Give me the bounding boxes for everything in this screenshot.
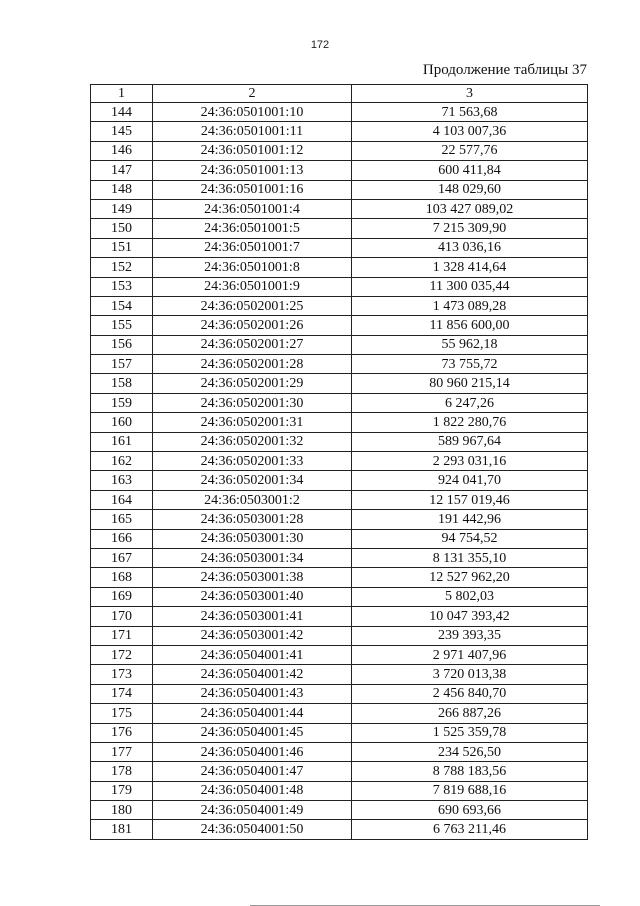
value-cell: 2 293 031,16 xyxy=(352,452,588,471)
row-number-cell: 169 xyxy=(91,587,153,606)
cadastral-number-cell: 24:36:0501001:16 xyxy=(153,180,352,199)
table-row xyxy=(91,452,588,471)
table-row xyxy=(91,161,588,180)
value-cell: 12 157 019,46 xyxy=(352,490,588,509)
value-cell: 2 456 840,70 xyxy=(352,684,588,703)
value-cell: 6 247,26 xyxy=(352,393,588,412)
row-number-cell: 177 xyxy=(91,742,153,761)
cadastral-number-cell: 24:36:0502001:25 xyxy=(153,296,352,315)
table-row xyxy=(91,801,588,820)
row-number-cell: 174 xyxy=(91,684,153,703)
row-number-cell: 162 xyxy=(91,452,153,471)
cadastral-number-cell: 24:36:0501001:9 xyxy=(153,277,352,296)
value-cell: 690 693,66 xyxy=(352,801,588,820)
table-row xyxy=(91,471,588,490)
row-number-cell: 170 xyxy=(91,607,153,626)
row-number-cell: 152 xyxy=(91,258,153,277)
page-number: 172 xyxy=(310,39,330,51)
row-number-cell: 171 xyxy=(91,626,153,645)
table-row xyxy=(91,723,588,742)
row-number-cell: 166 xyxy=(91,529,153,548)
row-number-cell: 145 xyxy=(91,122,153,141)
value-cell: 55 962,18 xyxy=(352,335,588,354)
cadastral-value-table xyxy=(90,84,588,840)
row-number-cell: 150 xyxy=(91,219,153,238)
table-row xyxy=(91,374,588,393)
cadastral-number-cell: 24:36:0502001:26 xyxy=(153,316,352,335)
table-header-row xyxy=(91,85,588,103)
value-cell: 11 300 035,44 xyxy=(352,277,588,296)
table-row xyxy=(91,645,588,664)
cadastral-number-cell: 24:36:0504001:49 xyxy=(153,801,352,820)
table-row xyxy=(91,548,588,567)
value-cell: 191 442,96 xyxy=(352,510,588,529)
value-cell: 12 527 962,20 xyxy=(352,568,588,587)
cadastral-number-cell: 24:36:0502001:30 xyxy=(153,393,352,412)
cadastral-number-cell: 24:36:0504001:46 xyxy=(153,742,352,761)
table-row xyxy=(91,355,588,374)
value-cell: 8 131 355,10 xyxy=(352,548,588,567)
cadastral-number-cell: 24:36:0503001:34 xyxy=(153,548,352,567)
table-row xyxy=(91,529,588,548)
value-cell: 1 822 280,76 xyxy=(352,413,588,432)
value-cell: 5 802,03 xyxy=(352,587,588,606)
table-row xyxy=(91,607,588,626)
column-header-value: 3 xyxy=(352,85,588,103)
cadastral-number-cell: 24:36:0501001:7 xyxy=(153,238,352,257)
value-cell: 80 960 215,14 xyxy=(352,374,588,393)
row-number-cell: 180 xyxy=(91,801,153,820)
value-cell: 148 029,60 xyxy=(352,180,588,199)
value-cell: 1 525 359,78 xyxy=(352,723,588,742)
cadastral-number-cell: 24:36:0501001:4 xyxy=(153,199,352,218)
table-row xyxy=(91,413,588,432)
cadastral-number-cell: 24:36:0504001:43 xyxy=(153,684,352,703)
table-row xyxy=(91,684,588,703)
value-cell: 94 754,52 xyxy=(352,529,588,548)
row-number-cell: 176 xyxy=(91,723,153,742)
table-row xyxy=(91,432,588,451)
table-row xyxy=(91,258,588,277)
column-header-number: 1 xyxy=(91,85,153,103)
value-cell: 4 103 007,36 xyxy=(352,122,588,141)
table-row xyxy=(91,510,588,529)
row-number-cell: 147 xyxy=(91,161,153,180)
row-number-cell: 163 xyxy=(91,471,153,490)
table-row xyxy=(91,122,588,141)
value-cell: 1 328 414,64 xyxy=(352,258,588,277)
row-number-cell: 161 xyxy=(91,432,153,451)
value-cell: 11 856 600,00 xyxy=(352,316,588,335)
cadastral-number-cell: 24:36:0503001:42 xyxy=(153,626,352,645)
cadastral-number-cell: 24:36:0502001:29 xyxy=(153,374,352,393)
table-row xyxy=(91,781,588,800)
table-row xyxy=(91,704,588,723)
cadastral-number-cell: 24:36:0501001:12 xyxy=(153,141,352,160)
value-cell: 234 526,50 xyxy=(352,742,588,761)
table-row xyxy=(91,219,588,238)
cadastral-number-cell: 24:36:0501001:5 xyxy=(153,219,352,238)
cadastral-number-cell: 24:36:0504001:42 xyxy=(153,665,352,684)
table-row xyxy=(91,742,588,761)
table-row xyxy=(91,393,588,412)
row-number-cell: 173 xyxy=(91,665,153,684)
cadastral-number-cell: 24:36:0501001:13 xyxy=(153,161,352,180)
value-cell: 7 215 309,90 xyxy=(352,219,588,238)
cadastral-number-cell: 24:36:0504001:41 xyxy=(153,645,352,664)
row-number-cell: 164 xyxy=(91,490,153,509)
row-number-cell: 151 xyxy=(91,238,153,257)
table-row xyxy=(91,568,588,587)
table-row xyxy=(91,296,588,315)
row-number-cell: 157 xyxy=(91,355,153,374)
table-row xyxy=(91,626,588,645)
row-number-cell: 165 xyxy=(91,510,153,529)
table-row xyxy=(91,103,588,122)
row-number-cell: 168 xyxy=(91,568,153,587)
cadastral-number-cell: 24:36:0501001:10 xyxy=(153,103,352,122)
row-number-cell: 181 xyxy=(91,820,153,839)
table-row xyxy=(91,490,588,509)
cadastral-number-cell: 24:36:0502001:28 xyxy=(153,355,352,374)
cadastral-number-cell: 24:36:0503001:2 xyxy=(153,490,352,509)
row-number-cell: 178 xyxy=(91,762,153,781)
row-number-cell: 172 xyxy=(91,645,153,664)
cadastral-number-cell: 24:36:0504001:44 xyxy=(153,704,352,723)
value-cell: 3 720 013,38 xyxy=(352,665,588,684)
value-cell: 589 967,64 xyxy=(352,432,588,451)
value-cell: 10 047 393,42 xyxy=(352,607,588,626)
value-cell: 2 971 407,96 xyxy=(352,645,588,664)
row-number-cell: 167 xyxy=(91,548,153,567)
value-cell: 6 763 211,46 xyxy=(352,820,588,839)
cadastral-number-cell: 24:36:0503001:28 xyxy=(153,510,352,529)
value-cell: 600 411,84 xyxy=(352,161,588,180)
row-number-cell: 160 xyxy=(91,413,153,432)
cadastral-number-cell: 24:36:0503001:40 xyxy=(153,587,352,606)
cadastral-number-cell: 24:36:0502001:27 xyxy=(153,335,352,354)
row-number-cell: 156 xyxy=(91,335,153,354)
cadastral-number-cell: 24:36:0503001:41 xyxy=(153,607,352,626)
table-row xyxy=(91,762,588,781)
cadastral-number-cell: 24:36:0504001:47 xyxy=(153,762,352,781)
table-row xyxy=(91,277,588,296)
cadastral-number-cell: 24:36:0503001:38 xyxy=(153,568,352,587)
value-cell: 924 041,70 xyxy=(352,471,588,490)
cadastral-number-cell: 24:36:0504001:48 xyxy=(153,781,352,800)
table-row xyxy=(91,238,588,257)
value-cell: 73 755,72 xyxy=(352,355,588,374)
value-cell: 7 819 688,16 xyxy=(352,781,588,800)
table-row xyxy=(91,335,588,354)
table-continuation-label: Продолжение таблицы 37 xyxy=(422,62,587,78)
table-row xyxy=(91,199,588,218)
cadastral-number-cell: 24:36:0502001:31 xyxy=(153,413,352,432)
cadastral-number-cell: 24:36:0502001:32 xyxy=(153,432,352,451)
row-number-cell: 153 xyxy=(91,277,153,296)
value-cell: 1 473 089,28 xyxy=(352,296,588,315)
cadastral-number-cell: 24:36:0502001:34 xyxy=(153,471,352,490)
row-number-cell: 146 xyxy=(91,141,153,160)
row-number-cell: 159 xyxy=(91,393,153,412)
cadastral-number-cell: 24:36:0503001:30 xyxy=(153,529,352,548)
row-number-cell: 155 xyxy=(91,316,153,335)
table-row xyxy=(91,316,588,335)
table-row xyxy=(91,665,588,684)
value-cell: 8 788 183,56 xyxy=(352,762,588,781)
row-number-cell: 148 xyxy=(91,180,153,199)
row-number-cell: 154 xyxy=(91,296,153,315)
value-cell: 71 563,68 xyxy=(352,103,588,122)
table-row xyxy=(91,587,588,606)
value-cell: 413 036,16 xyxy=(352,238,588,257)
table-row xyxy=(91,141,588,160)
cadastral-number-cell: 24:36:0504001:45 xyxy=(153,723,352,742)
row-number-cell: 149 xyxy=(91,199,153,218)
cadastral-number-cell: 24:36:0501001:8 xyxy=(153,258,352,277)
row-number-cell: 179 xyxy=(91,781,153,800)
table-row xyxy=(91,820,588,839)
row-number-cell: 144 xyxy=(91,103,153,122)
value-cell: 266 887,26 xyxy=(352,704,588,723)
table-row xyxy=(91,180,588,199)
value-cell: 239 393,35 xyxy=(352,626,588,645)
row-number-cell: 175 xyxy=(91,704,153,723)
column-header-cadastral-number: 2 xyxy=(153,85,352,103)
value-cell: 103 427 089,02 xyxy=(352,199,588,218)
cadastral-number-cell: 24:36:0504001:50 xyxy=(153,820,352,839)
table-body xyxy=(91,103,588,840)
cadastral-number-cell: 24:36:0501001:11 xyxy=(153,122,352,141)
value-cell: 22 577,76 xyxy=(352,141,588,160)
cadastral-number-cell: 24:36:0502001:33 xyxy=(153,452,352,471)
row-number-cell: 158 xyxy=(91,374,153,393)
